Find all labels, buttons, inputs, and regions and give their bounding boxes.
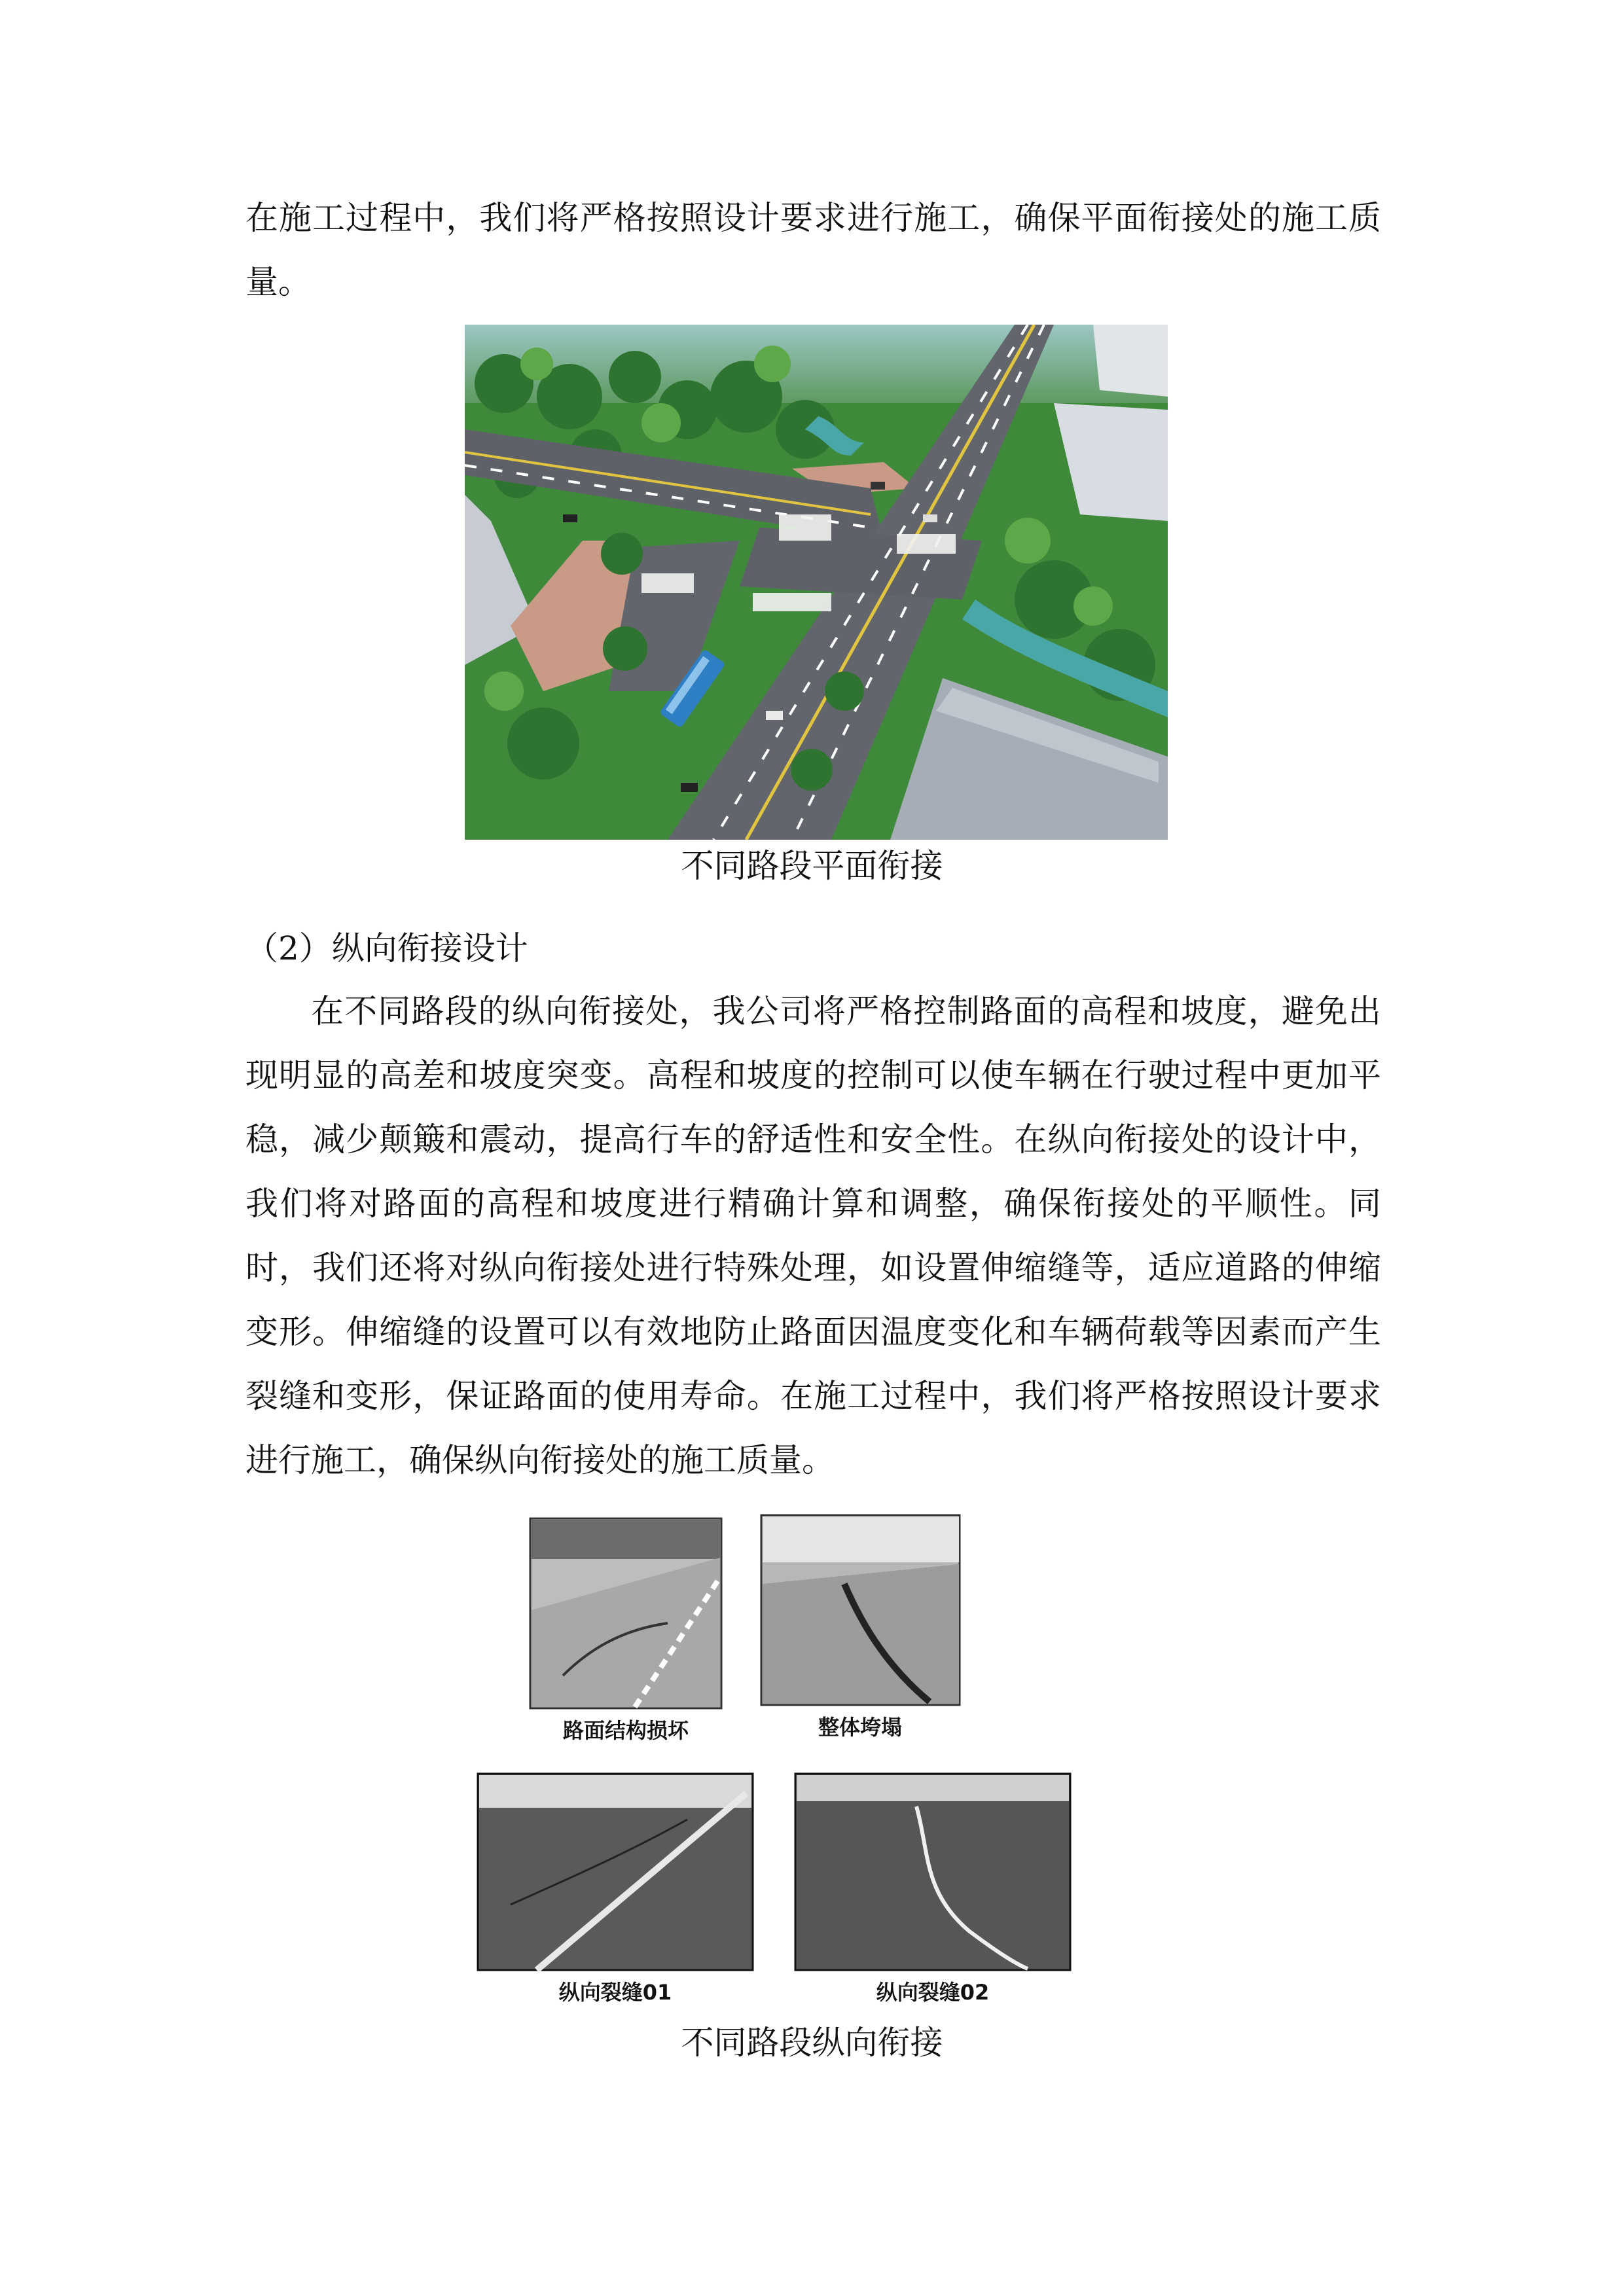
panel-3-label: 纵向裂缝01 <box>558 1980 672 2005</box>
intro-paragraph: 在施工过程中，我们将严格按照设计要求进行施工，确保平面衔接处的施工质量。 <box>245 199 1381 301</box>
panel-pavement-damage <box>530 1518 721 1743</box>
section-body-paragraph: 在不同路段的纵向衔接处，我公司将严格控制路面的高程和坡度，避免出现明显的高差和坡度突变。高程和坡度的控制可以使车辆在行驶过程中更加平稳，减少颠簸和震动，提高行车的舒适性和安全性。在纵向衔接处的设计中，我们将对路面的高程和坡度进行精确计算和调整，确保衔接处的平顺性。同时，我们还将对纵向衔接处进行特殊处理，如设置伸缩缝等，适应道路的伸缩变形。伸缩缝的设置可以有效地防止路面因温度变化和车辆荷载等因素而产生裂缝和变形，保证路面的使用寿命。在施工过程中，我们将严格按照设计要求进行施工，确保纵向衔接处的施工质量。 <box>245 992 1381 1479</box>
panel-longitudinal-crack-02 <box>795 1774 1070 2005</box>
panel-2-label: 整体垮塌 <box>818 1715 903 1740</box>
figure-2-caption: 不同路段纵向衔接 <box>681 2024 943 2062</box>
figure-1-caption: 不同路段平面衔接 <box>681 847 943 885</box>
panel-4-label: 纵向裂缝02 <box>876 1980 990 2005</box>
panel-collapse <box>761 1515 960 1740</box>
road-damage-collage <box>471 1512 1100 2022</box>
intersection-aerial-image <box>465 325 1168 840</box>
panel-longitudinal-crack-01 <box>478 1774 753 2005</box>
panel-1-label: 路面结构损坏 <box>562 1718 689 1743</box>
section-heading: （2）纵向衔接设计 <box>245 929 528 967</box>
